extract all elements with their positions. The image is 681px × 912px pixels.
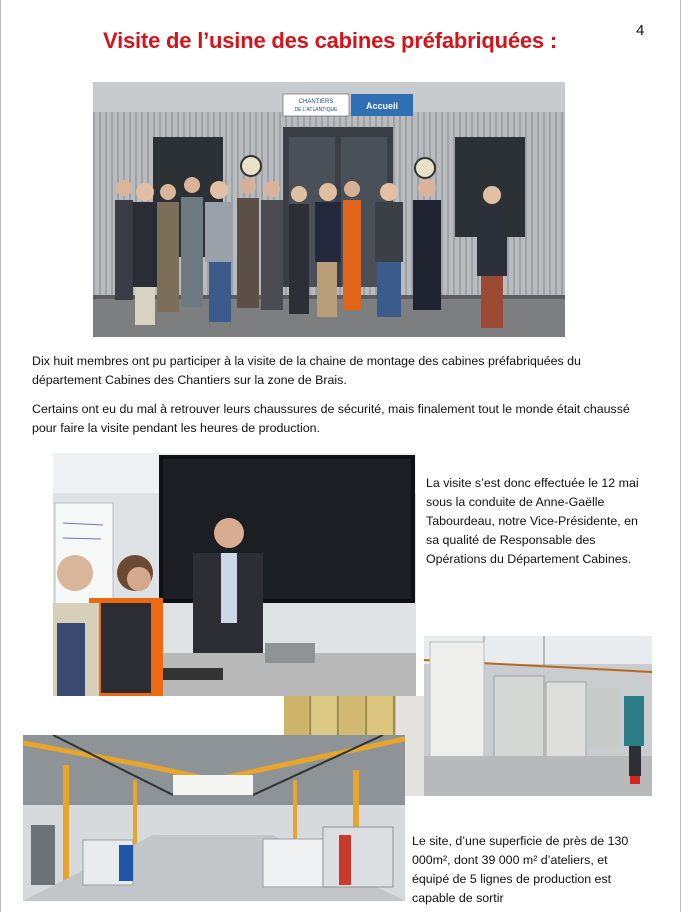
presentation-photo	[53, 453, 416, 696]
intro-paragraph-1: Dix huit membres ont pu participer à la visite de la chaine de montage des cabines préfabriquées du département Cabines des Chantiers sur la zone de Brais.	[32, 354, 581, 387]
group-photo	[93, 82, 565, 337]
brand-sign-line2: DE L’ATLANTIQUE	[294, 107, 338, 113]
brand-sign-line1: CHANTIERS	[298, 99, 334, 105]
page-title: Visite de l’usine des cabines préfabriquées :	[103, 28, 557, 53]
page-left-border	[0, 0, 1, 912]
cabin-workshop-photo	[424, 636, 652, 796]
intro-paragraph-2: Certains ont eu du mal à retrouver leurs chaussures de sécurité, mais finalement tout le monde était chaussé pour faire la visite pendant les heures de production.	[32, 402, 630, 435]
site-caption: Le site, d’une superficie de près de 130 000m², dont 39 000 m² d’ateliers, et équipé de 5 lignes de production est capable de sortir	[412, 834, 629, 905]
page-number: 4	[636, 22, 645, 39]
visit-caption: La visite s’est donc effectuée le 12 mai sous la conduite de Anne-Gaëlle Tabourdeau, notre Vice-Présidente, en sa qualité de Responsable des Opérations du Département Cabines.	[426, 476, 639, 566]
factory-hall-photo	[23, 735, 405, 901]
reception-sign: Accueil	[365, 101, 399, 111]
